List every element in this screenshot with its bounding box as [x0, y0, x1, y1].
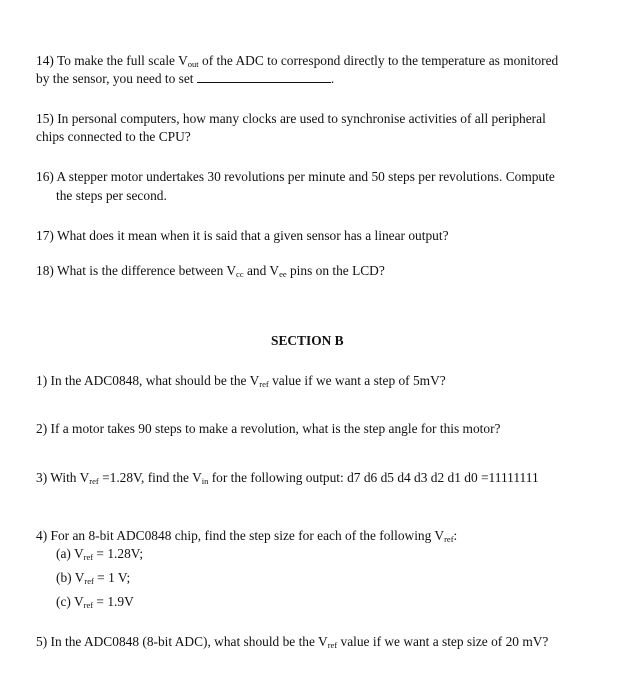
b-q4b-text-b: = 1 V;: [93, 570, 131, 585]
b-q4c-sub: ref: [83, 600, 94, 610]
b-q5-sub: ref: [327, 640, 338, 650]
b-q4-text-b: :: [453, 528, 458, 543]
b-q2: 2) If a motor takes 90 steps to make a revolution, what is the step angle for this motor?: [36, 421, 501, 436]
b-q4-part-a: [56, 546, 143, 562]
q16-line2: the steps per second.: [56, 188, 167, 203]
b-q3-sub1: ref: [89, 476, 99, 486]
b-q3-text-b: =1.28V, find the V: [98, 470, 202, 485]
q18-text-a: 18) What is the difference between V: [36, 263, 237, 278]
b-q4a-sub: ref: [83, 552, 94, 562]
q14-line1: [36, 53, 558, 69]
b-q1-sub: ref: [259, 379, 269, 389]
b-q4-part-c: [56, 594, 134, 610]
b-q5-text-b: value if we want a step size of 20 mV?: [337, 634, 549, 649]
b-q3-sub2: in: [201, 476, 209, 486]
answer-blank: [197, 71, 331, 83]
b-q3-text-a: 3) With V: [36, 470, 90, 485]
q15-line1: 15) In personal computers, how many clocks are used to synchronise activities of all peripheral: [36, 111, 546, 126]
q14-line2: [36, 71, 334, 87]
b-q4: [36, 528, 457, 544]
q18-text-c: pins on the LCD?: [286, 263, 385, 278]
q15-line2: chips connected to the CPU?: [36, 129, 191, 144]
b-q1-text-b: value if we want a step of 5mV?: [268, 373, 446, 388]
q16-line1: 16) A stepper motor undertakes 30 revolutions per minute and 50 steps per revolutions. Compute: [36, 169, 555, 184]
b-q4b-text-a: (b) V: [56, 570, 85, 585]
q14-text-b: of the ADC to correspond directly to the temperature as monitored: [198, 53, 559, 68]
b-q4c-text-b: = 1.9V: [93, 594, 134, 609]
b-q4c-text-a: (c) V: [56, 594, 84, 609]
b-q4a-text-b: = 1.28V;: [93, 546, 144, 561]
q14-text-d: .: [330, 71, 335, 86]
q14-sub: out: [187, 59, 199, 69]
b-q4-sub: ref: [444, 534, 454, 544]
q18-sub1: cc: [236, 269, 244, 279]
q17-line1: 17) What does it mean when it is said that a given sensor has a linear output?: [36, 228, 449, 243]
q18-text-b: and V: [243, 263, 280, 278]
q18-sub2: ee: [279, 269, 287, 279]
b-q1-text-a: 1) In the ADC0848, what should be the V: [36, 373, 260, 388]
b-q4b-sub: ref: [84, 576, 94, 586]
b-q4a-text-a: (a) V: [56, 546, 84, 561]
q14-text-a: 14) To make the full scale V: [36, 53, 188, 68]
b-q5-text-a: 5) In the ADC0848 (8-bit ADC), what should be the V: [36, 634, 328, 649]
q14-text-c: by the sensor, you need to set: [36, 71, 194, 86]
b-q4-text-a: 4) For an 8-bit ADC0848 chip, find the step size for each of the following V: [36, 528, 445, 543]
b-q4-part-b: [56, 570, 130, 586]
b-q5: [36, 634, 548, 650]
b-q3: [36, 470, 539, 486]
b-q3-text-c: for the following output: d7 d6 d5 d4 d3 d2 d1 d0 =11111111: [208, 470, 539, 485]
b-q1: [36, 373, 446, 389]
q18-line1: [36, 263, 385, 279]
section-b-heading: SECTION B: [271, 333, 344, 348]
